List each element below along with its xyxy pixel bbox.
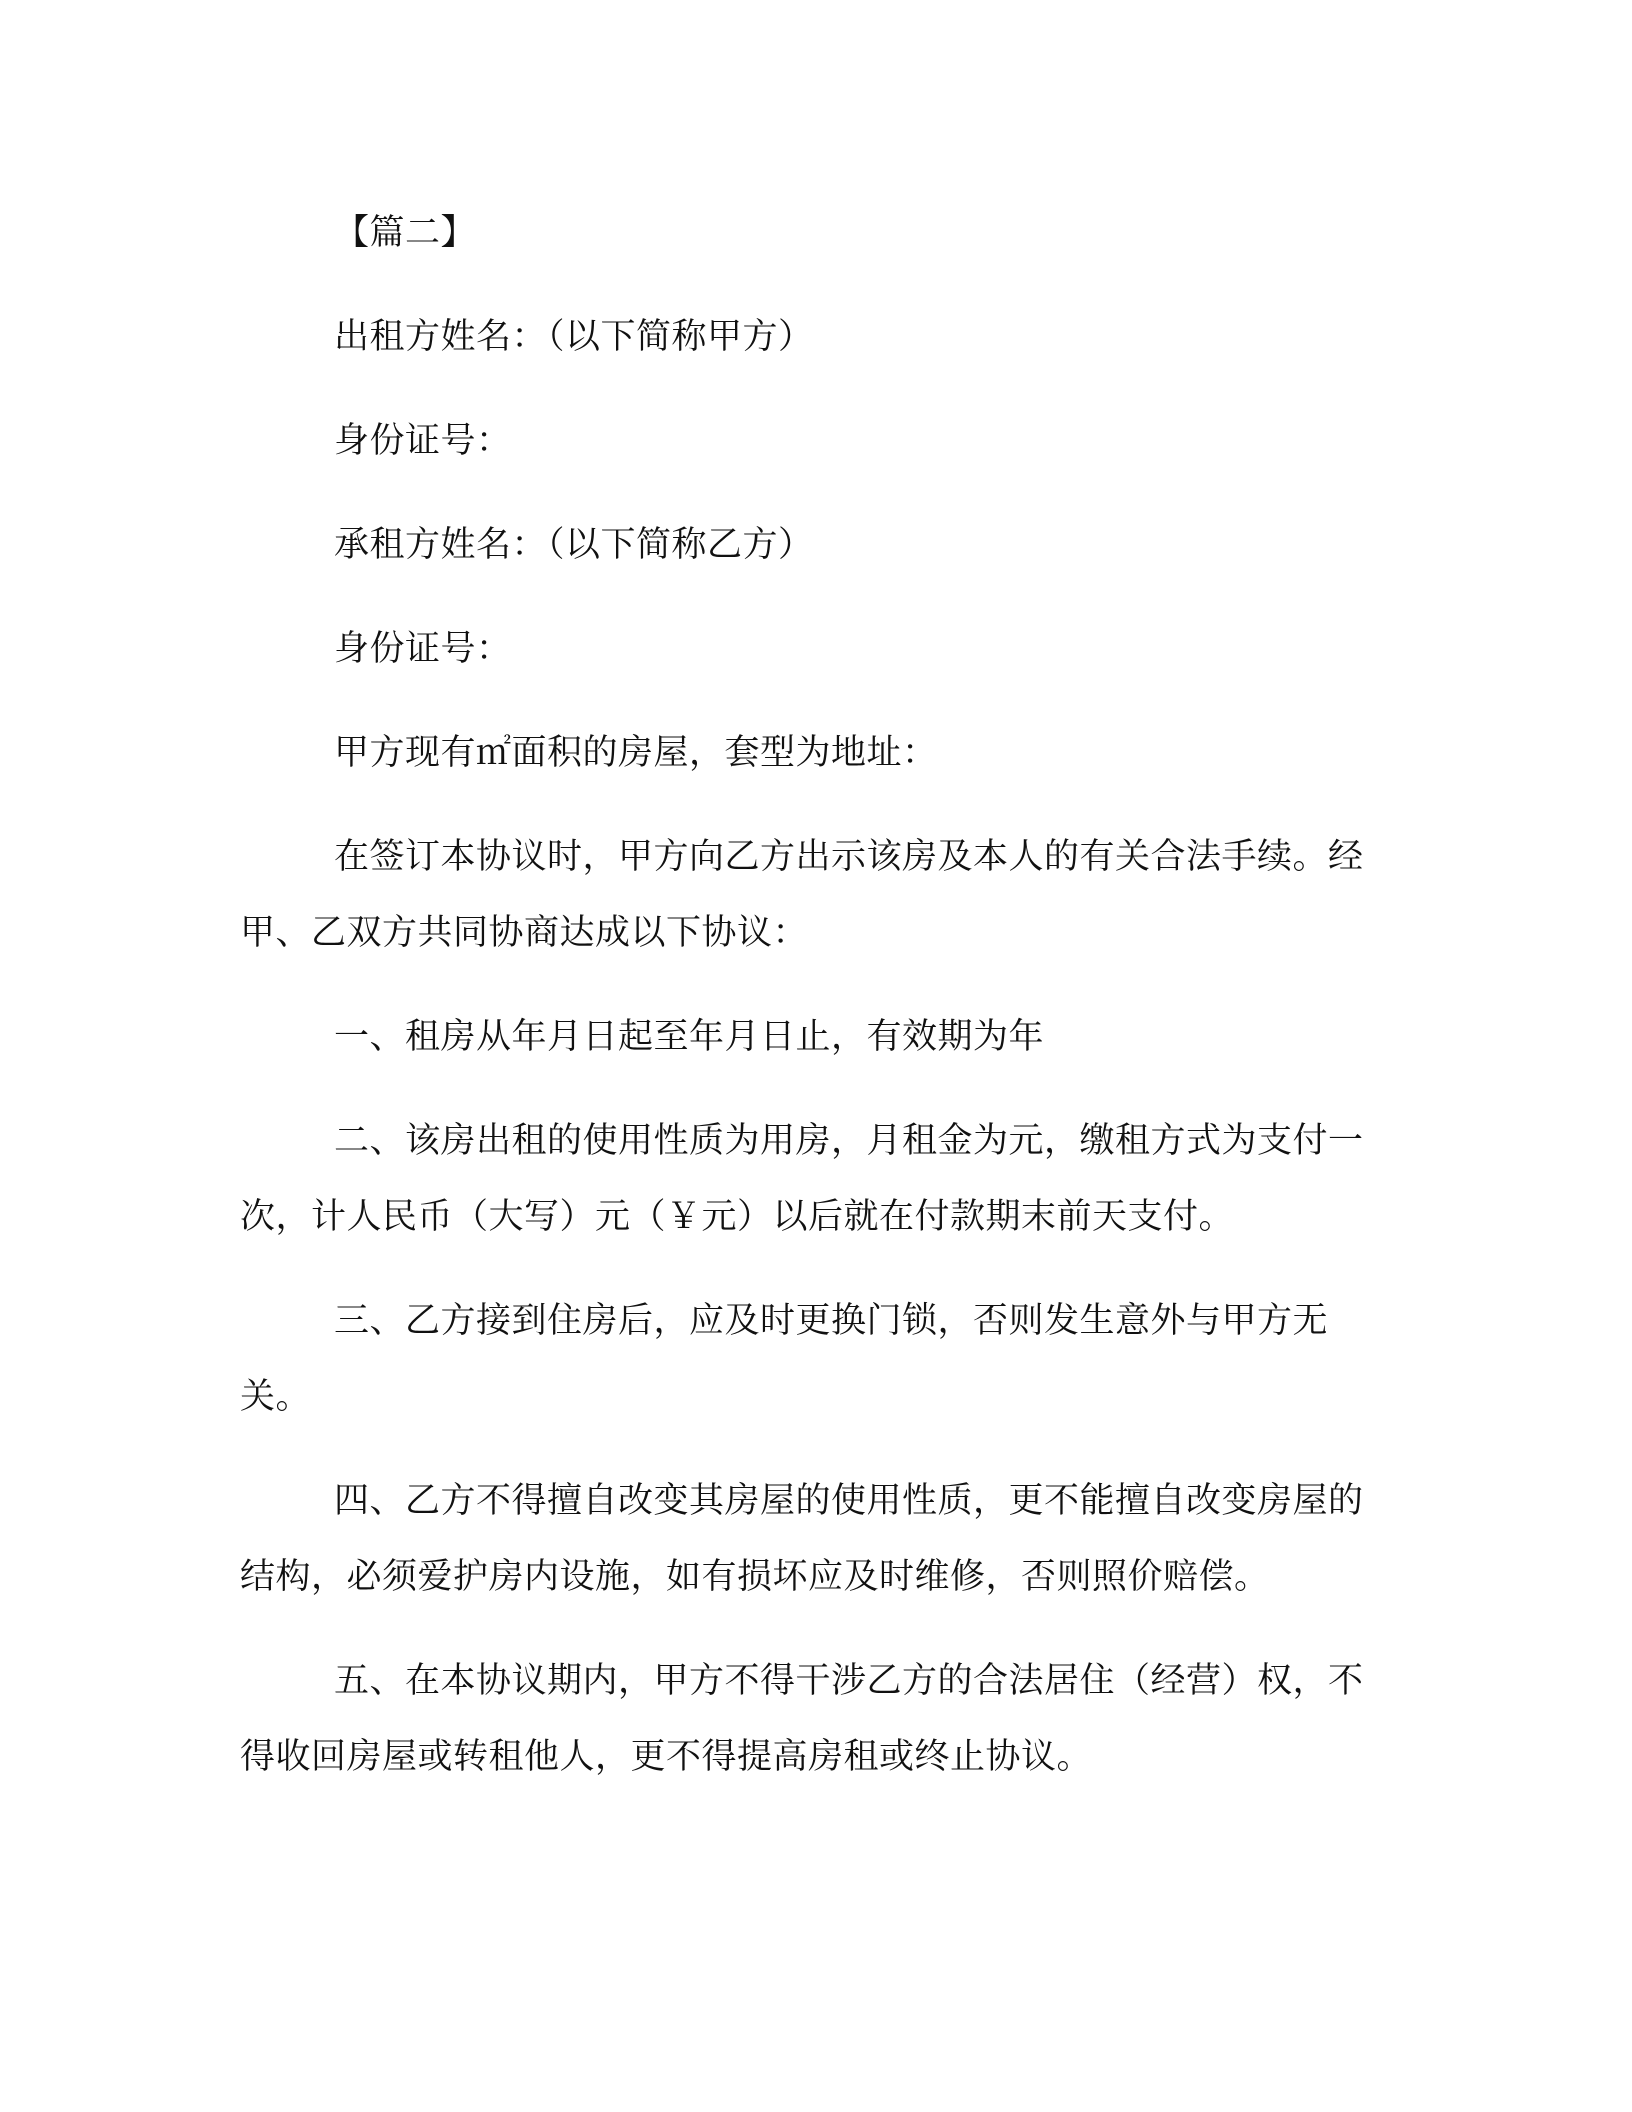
lessee-name-line: 承租方姓名：（以下简称乙方） [334, 525, 814, 565]
clause-1: 一、租房从年月日起至年月日止，有效期为年 [334, 1017, 1045, 1057]
clause-2: 二、该房出租的使用性质为用房，月租金为元，缴租方式为支付一次，计人民币（大写）元（￥元）以后就在付款期末前天支付。 [240, 1121, 1364, 1237]
agreement-preamble: 在签订本协议时，甲方向乙方出示该房及本人的有关合法手续。经甲、乙双方共同协商达成以下协议： [240, 837, 1364, 953]
clause-4: 四、乙方不得擅自改变其房屋的使用性质，更不能擅自改变房屋的结构，必须爱护房内设施，如有损坏应及时维修，否则照价赔偿。 [240, 1481, 1364, 1597]
section-title: 【篇二】 [334, 213, 477, 253]
document-body [240, 195, 1380, 1823]
lessor-name-line: 出租方姓名：（以下简称甲方） [334, 317, 814, 357]
lessee-id-line: 身份证号： [334, 629, 512, 669]
property-description: 甲方现有㎡面积的房屋，套型为地址： [334, 733, 938, 773]
lessor-id-line: 身份证号： [334, 421, 512, 461]
clause-3: 三、乙方接到住房后，应及时更换门锁，否则发生意外与甲方无关。 [240, 1301, 1329, 1417]
clause-5: 五、在本协议期内，甲方不得干涉乙方的合法居住（经营）权，不得收回房屋或转租他人，更不得提高房租或终止协议。 [240, 1661, 1364, 1777]
